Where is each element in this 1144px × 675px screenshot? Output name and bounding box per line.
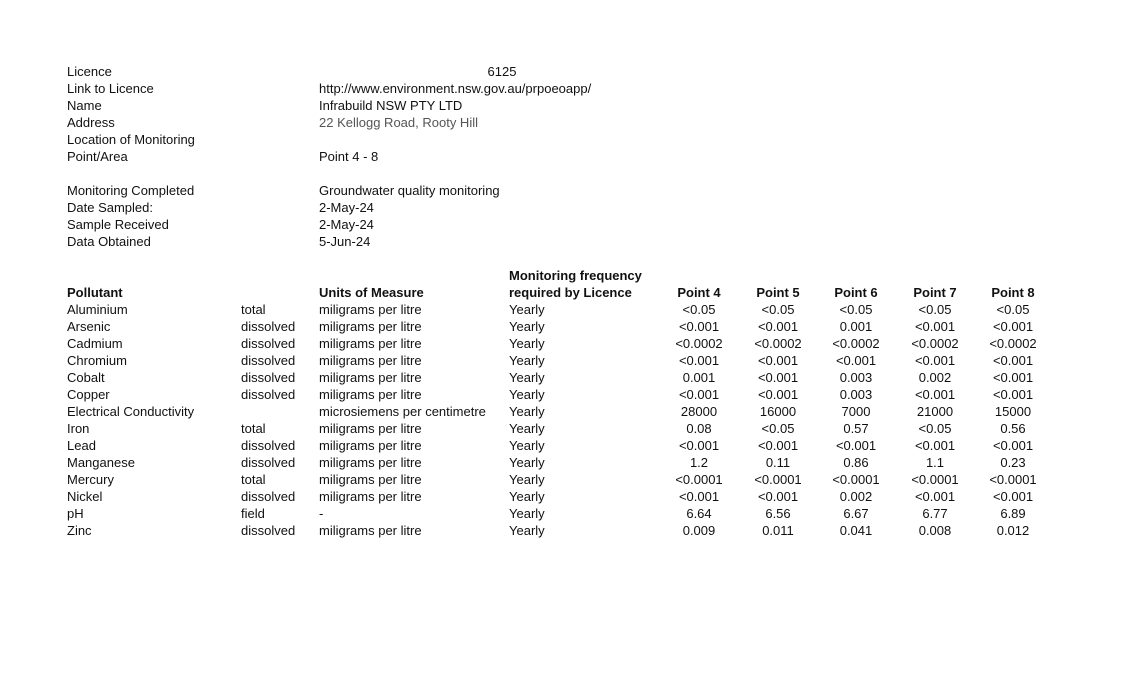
point-value: <0.001 [835,438,877,453]
monitoring-frequency: Yearly [509,353,545,368]
point-value: 0.56 [1000,421,1026,436]
point-value: 0.86 [843,455,869,470]
point-value: <0.0001 [989,472,1037,487]
detail-label: Sample Received [67,217,169,232]
point-value: <0.0001 [754,472,802,487]
pollutant-header: Pollutant [67,285,123,300]
point-value: 6.64 [686,506,712,521]
point-value: <0.001 [914,489,956,504]
point-value: <0.05 [918,302,952,317]
detail-value: 22 Kellogg Road, Rooty Hill [319,115,478,130]
point-value: 15000 [994,404,1032,419]
detail-value: 2-May-24 [319,200,374,215]
point-value: <0.05 [761,302,795,317]
unit-of-measure: miligrams per litre [319,438,422,453]
point-value: 21000 [916,404,954,419]
point-value: <0.001 [757,438,799,453]
point-value: <0.001 [678,438,720,453]
point-header: Point 7 [913,285,957,300]
point-value: <0.001 [757,370,799,385]
pollutant-name: Chromium [67,353,127,368]
unit-of-measure: miligrams per litre [319,336,422,351]
unit-of-measure: miligrams per litre [319,319,422,334]
monitoring-frequency: Yearly [509,370,545,385]
unit-of-measure: microsiemens per centimetre [319,404,486,419]
point-value: 0.001 [839,319,873,334]
frequency-header-line1: Monitoring frequency [509,268,642,283]
point-value: <0.0002 [832,336,880,351]
point-value: 0.008 [918,523,952,538]
point-value: <0.05 [839,302,873,317]
point-value: 0.003 [839,370,873,385]
point-value: <0.001 [678,387,720,402]
point-value: 0.23 [1000,455,1026,470]
monitoring-frequency: Yearly [509,319,545,334]
detail-value: 5-Jun-24 [319,234,371,249]
point-value: 0.001 [682,370,716,385]
point-value: <0.001 [992,489,1034,504]
monitoring-frequency: Yearly [509,421,545,436]
point-value: <0.0001 [832,472,880,487]
point-value: <0.0002 [989,336,1037,351]
pollutant-name: Cobalt [67,370,105,385]
unit-of-measure: miligrams per litre [319,523,422,538]
detail-value: Point 4 - 8 [319,149,379,164]
monitoring-frequency: Yearly [509,472,545,487]
detail-label: Data Obtained [67,234,151,249]
pollutant-fraction: field [241,506,265,521]
pollutant-name: Electrical Conductivity [67,404,195,419]
point-header: Point 8 [991,285,1035,300]
point-value: 0.003 [839,387,873,402]
pollutant-fraction: total [241,472,266,487]
detail-label: Monitoring Completed [67,183,195,198]
pollutant-name: Iron [67,421,90,436]
point-value: <0.05 [761,421,795,436]
point-value: <0.001 [914,438,956,453]
monitoring-frequency: Yearly [509,523,545,538]
monitoring-frequency: Yearly [509,438,545,453]
unit-of-measure: miligrams per litre [319,472,422,487]
pollutant-fraction: dissolved [241,523,296,538]
point-value: 0.08 [686,421,712,436]
point-value: 0.041 [839,523,873,538]
point-value: <0.0002 [675,336,723,351]
point-value: 7000 [841,404,871,419]
point-value: <0.001 [992,387,1034,402]
point-value: <0.0001 [675,472,723,487]
detail-label: Point/Area [67,149,128,164]
monitoring-frequency: Yearly [509,506,545,521]
pollutant-fraction: dissolved [241,455,296,470]
unit-of-measure: miligrams per litre [319,489,422,504]
point-value: 6.56 [765,506,791,521]
point-header: Point 6 [834,285,878,300]
point-value: <0.001 [835,353,877,368]
pollutant-fraction: dissolved [241,489,296,504]
point-value: <0.001 [992,370,1034,385]
point-value: 0.011 [762,523,794,538]
point-value: <0.05 [996,302,1030,317]
point-value: 28000 [680,404,718,419]
unit-of-measure: - [319,506,324,521]
point-value: <0.0001 [911,472,959,487]
point-value: 0.002 [918,370,952,385]
detail-value: Infrabuild NSW PTY LTD [319,98,463,113]
point-value: <0.0002 [754,336,802,351]
point-value: 0.009 [682,523,716,538]
point-header: Point 4 [677,285,721,300]
pollutant-fraction: dissolved [241,370,296,385]
detail-label: Address [67,115,115,130]
point-value: <0.001 [678,319,720,334]
pollutant-name: pH [67,506,84,521]
detail-label: Licence [67,64,112,79]
point-value: <0.0002 [911,336,959,351]
pollutant-name: Mercury [67,472,114,487]
point-value: <0.001 [914,319,956,334]
point-value: <0.001 [757,353,799,368]
pollutant-fraction: total [241,302,266,317]
detail-value: http://www.environment.nsw.gov.au/prpoeoapp/ [319,81,592,96]
detail-value: 2-May-24 [319,217,374,232]
point-value: <0.001 [678,489,720,504]
unit-of-measure: miligrams per litre [319,421,422,436]
pollutant-fraction: dissolved [241,387,296,402]
detail-label: Name [67,98,102,113]
pollutant-fraction: dissolved [241,438,296,453]
point-value: <0.05 [918,421,952,436]
point-value: <0.001 [992,319,1034,334]
point-value: 16000 [759,404,797,419]
pollutant-name: Arsenic [67,319,111,334]
pollutant-name: Manganese [67,455,135,470]
monitoring-frequency: Yearly [509,387,545,402]
detail-label: Location of Monitoring [67,132,195,147]
point-value: 6.89 [1000,506,1026,521]
point-value: <0.001 [757,489,799,504]
point-value: 6.77 [922,506,948,521]
unit-of-measure: miligrams per litre [319,302,422,317]
detail-value: 6125 [487,64,517,79]
point-value: <0.001 [914,387,956,402]
point-value: 0.002 [839,489,873,504]
unit-of-measure: miligrams per litre [319,370,422,385]
monitoring-frequency: Yearly [509,336,545,351]
point-value: <0.05 [682,302,716,317]
detail-label: Date Sampled: [67,200,153,215]
pollutant-fraction: dissolved [241,353,296,368]
pollutant-fraction: dissolved [241,319,296,334]
point-value: <0.001 [914,353,956,368]
monitoring-frequency: Yearly [509,302,545,317]
point-value: 1.1 [925,455,945,470]
point-value: <0.001 [992,353,1034,368]
pollutant-name: Zinc [67,523,92,538]
pollutant-name: Copper [67,387,110,402]
pollutant-name: Aluminium [67,302,128,317]
point-value: <0.001 [678,353,720,368]
unit-of-measure: miligrams per litre [319,455,422,470]
point-value: 0.57 [843,421,869,436]
detail-label: Link to Licence [67,81,154,96]
point-value: 0.11 [765,455,791,470]
unit-of-measure: miligrams per litre [319,387,422,402]
point-value: 6.67 [843,506,869,521]
pollutant-fraction: dissolved [241,336,296,351]
units-header: Units of Measure [319,285,424,300]
pollutant-name: Cadmium [67,336,123,351]
point-value: <0.001 [757,319,799,334]
point-value: 0.012 [996,523,1030,538]
pollutant-name: Lead [67,438,96,453]
unit-of-measure: miligrams per litre [319,353,422,368]
point-value: 1.2 [689,455,709,470]
monitoring-frequency: Yearly [509,404,545,419]
detail-value: Groundwater quality monitoring [319,183,500,198]
monitoring-frequency: Yearly [509,489,545,504]
pollutant-name: Nickel [67,489,103,504]
pollutant-fraction: total [241,421,266,436]
point-value: <0.001 [992,438,1034,453]
point-header: Point 5 [756,285,800,300]
monitoring-frequency: Yearly [509,455,545,470]
point-value: <0.001 [757,387,799,402]
frequency-header-line2: required by Licence [509,285,632,300]
